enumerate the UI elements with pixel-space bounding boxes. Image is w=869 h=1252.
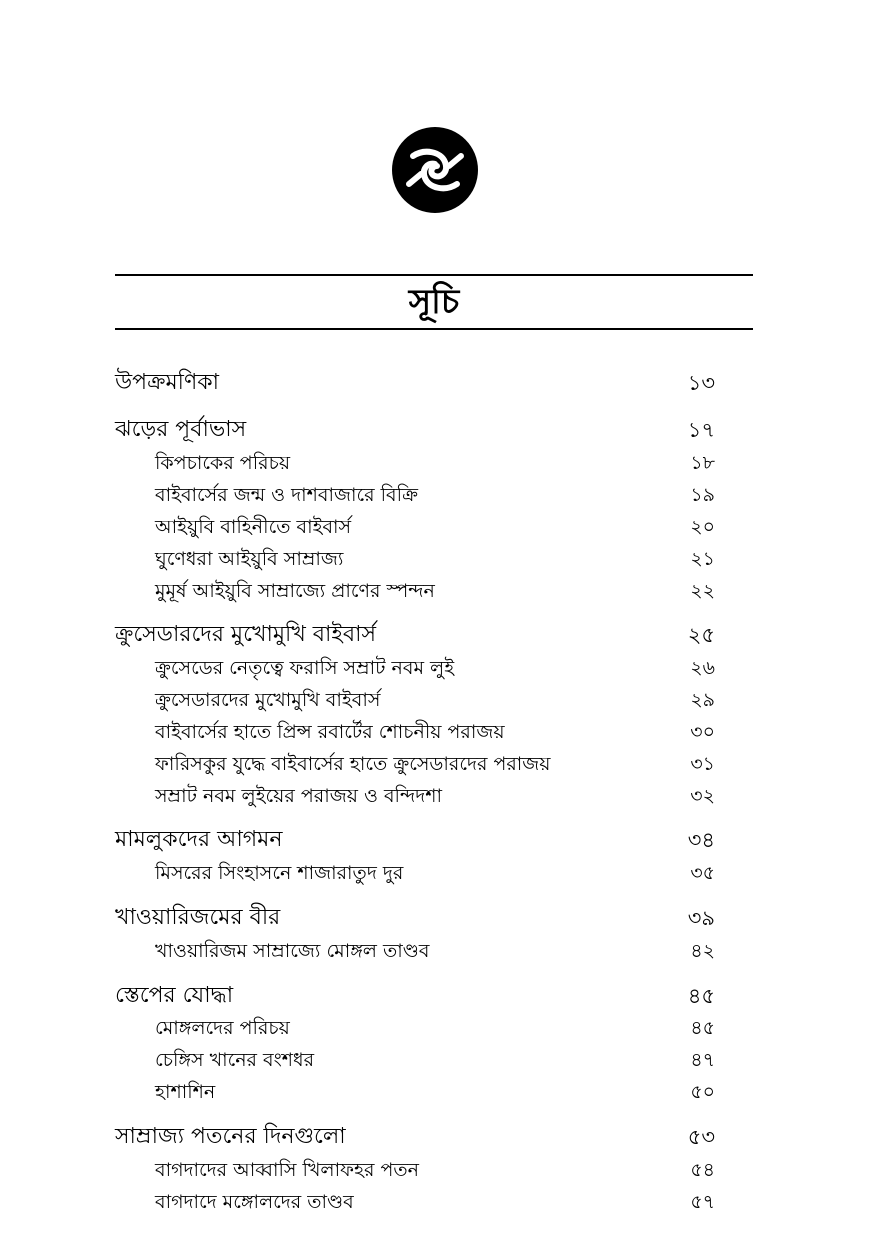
toc-chapter-row bbox=[115, 981, 715, 1011]
toc-entry-title: বাগদাদের আব্বাসি খিলাফহর পতন bbox=[155, 1159, 419, 1181]
toc-entry-title: ফারিসকুর যুদ্ধে বাইবার্সের হাতে ক্রুসেডারদের পরাজয় bbox=[155, 753, 551, 775]
toc-entry-title: বাগদাদে মঙ্গোলদের তাণ্ডব bbox=[155, 1191, 354, 1213]
toc-entry-title: ক্রুসেডারদের মুখোমুখি বাইবার্স bbox=[155, 689, 381, 711]
toc-page-number: ৫০ bbox=[690, 1081, 715, 1103]
toc-page-number: ২৬ bbox=[690, 657, 715, 679]
toc-chapter-row bbox=[115, 620, 715, 650]
toc-entry-title: স্তেপের যোদ্ধা bbox=[115, 983, 234, 1008]
title-rule-top bbox=[115, 274, 753, 276]
toc-page-number: ১৭ bbox=[687, 418, 715, 442]
toc-page-number: ৩৪ bbox=[687, 828, 715, 852]
toc-chapter-row bbox=[115, 903, 715, 933]
toc-section-row bbox=[115, 1013, 715, 1043]
toc-entry-title: কিপচাকের পরিচয় bbox=[155, 452, 291, 474]
toc-page-number: ২৯ bbox=[690, 689, 715, 711]
toc-page-number: ৫৪ bbox=[690, 1159, 715, 1181]
toc-page-number: ৫৩ bbox=[687, 1125, 715, 1149]
toc-chapter-row bbox=[115, 825, 715, 855]
publisher-emblem-icon bbox=[391, 126, 479, 214]
toc-page-number: ৩০ bbox=[690, 721, 715, 743]
toc-entry-title: আইয়ুবি বাহিনীতে বাইবার্স bbox=[155, 516, 352, 538]
toc-section-row bbox=[115, 653, 715, 683]
toc-section-row bbox=[115, 717, 715, 747]
toc-section-row bbox=[115, 1155, 715, 1185]
toc-page-number: ৫৭ bbox=[690, 1191, 715, 1213]
toc-page-number: ৩২ bbox=[690, 785, 715, 807]
toc-section-row bbox=[115, 448, 715, 478]
toc-entry-title: বাইবার্সের জন্ম ও দাশবাজারে বিক্রি bbox=[155, 484, 418, 506]
toc-entry-title: খাওয়ারিজমের বীর bbox=[115, 905, 281, 930]
toc-page-number: ২৫ bbox=[687, 623, 715, 647]
toc-section-row bbox=[115, 781, 715, 811]
toc-chapter-row bbox=[115, 1122, 715, 1152]
toc-section-row bbox=[115, 1187, 715, 1217]
toc-section-row bbox=[115, 576, 715, 606]
toc-section-row bbox=[115, 1077, 715, 1107]
toc-chapter-row bbox=[115, 368, 715, 398]
toc-page-number: ১৯ bbox=[690, 484, 715, 506]
toc-page-number: ৪২ bbox=[690, 940, 715, 962]
toc-section-row bbox=[115, 749, 715, 779]
page-title: সূচি bbox=[408, 282, 460, 322]
toc-entry-title: মিসরের সিংহাসনে শাজারাতুদ দুর bbox=[155, 862, 404, 884]
toc-page-number: ৩৫ bbox=[690, 862, 715, 884]
toc-entry-title: মামলুকদের আগমন bbox=[115, 827, 283, 852]
toc-page-number: ২০ bbox=[690, 516, 715, 538]
toc-entry-title: মোঙ্গলদের পরিচয় bbox=[155, 1017, 290, 1039]
toc-section-row bbox=[115, 480, 715, 510]
toc-entry-title: চেঙ্গিস খানের বংশধর bbox=[155, 1049, 315, 1071]
toc-page-number: ৪৫ bbox=[690, 1017, 715, 1039]
toc-section-row bbox=[115, 544, 715, 574]
toc-section-row bbox=[115, 512, 715, 542]
toc-entry-title: উপক্রমণিকা bbox=[115, 370, 220, 395]
toc-entry-title: বাইবার্সের হাতে প্রিন্স রবার্টের শোচনীয় পরাজয় bbox=[155, 721, 505, 743]
toc-entry-title: হাশাশিন bbox=[155, 1081, 216, 1103]
toc-entry-title: মুমূর্ষ আইয়ুবি সাম্রাজ্যে প্রাণের স্পন্দন bbox=[155, 580, 435, 602]
toc-page-number: ৩৯ bbox=[687, 906, 715, 930]
toc-page-number: ৩১ bbox=[690, 753, 715, 775]
toc-section-row bbox=[115, 936, 715, 966]
toc-page-number: ৪৭ bbox=[690, 1049, 715, 1071]
toc-entry-title: ঘুণেধরা আইয়ুবি সাম্রাজ্য bbox=[155, 548, 344, 570]
toc-entry-title: সম্রাট নবম লুইয়ের পরাজয় ও বন্দিদশা bbox=[155, 785, 442, 807]
toc-page-number: ১৩ bbox=[687, 371, 715, 395]
toc-section-row bbox=[115, 1045, 715, 1075]
toc-entry-title: সাম্রাজ্য পতনের দিনগুলো bbox=[115, 1124, 346, 1149]
toc-entry-title: ঝড়ের পূর্বাভাস bbox=[115, 417, 247, 442]
toc-chapter-row bbox=[115, 415, 715, 445]
title-rule-bottom bbox=[115, 328, 753, 330]
toc-page-number: ৪৫ bbox=[687, 984, 715, 1008]
toc-entry-title: ক্রুসেডের নেতৃত্বে ফরাসি সম্রাট নবম লুই bbox=[155, 657, 455, 679]
toc-entry-title: ক্রুসেডারদের মুখোমুখি বাইবার্স bbox=[115, 622, 376, 647]
toc-page-number: ২১ bbox=[690, 548, 715, 570]
toc-section-row bbox=[115, 685, 715, 715]
toc-page-number: ২২ bbox=[690, 580, 715, 602]
toc-section-row bbox=[115, 858, 715, 888]
toc-entry-title: খাওয়ারিজম সাম্রাজ্যে মোঙ্গল তাণ্ডব bbox=[155, 940, 430, 962]
toc-page-number: ১৮ bbox=[690, 452, 715, 474]
